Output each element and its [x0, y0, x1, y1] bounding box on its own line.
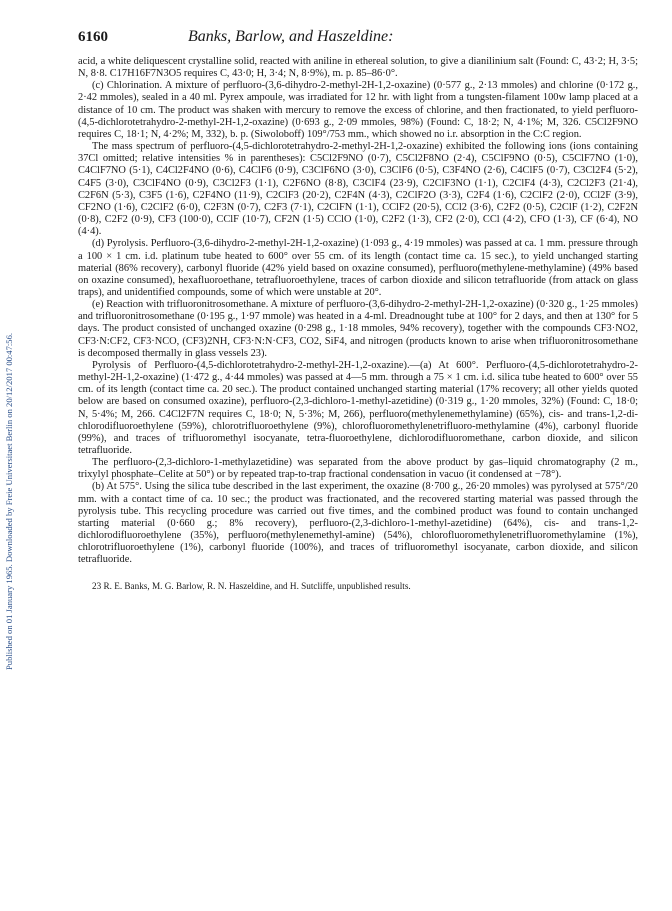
page-header [78, 28, 638, 52]
paragraph-pyrolysis-575: (b) At 575°. Using the silica tube described in the last experiment, the oxazine (8·700 g., 26·20 mmoles) was pyrolysed at 575°/20 mm. with a contact time of ca. 10 sec.; the product was fractionated, and the recovered starting material was passed through the pyrolysis tube. This recycling procedure was carried out five times, and the combined product was found to contain unchanged starting material (0·660 g.; 8% recovery), perfluoro-(2,3-dichloro-1-methyl-azetidine) (64%), cis- and trans-1,2-dichlorodifluoroethylene (35%), perfluoro(methylenemethyl-amine) (54%), chlorofluoromethylenetrifluoromethylamine (1%), chlorotrifluoroethylene (1%), carbonyl fluoride (100%), and traces of trifluoromethyl isocyanate, carbon dioxide, and silicon tetrafluoride. [78, 481, 638, 566]
paragraph-trifluoronitrosomethane: (e) Reaction with trifluoronitrosomethane. A mixture of perfluoro-(3,6-dihydro-2-methyl-2H-1,2-oxazine) (0·320 g., 1·25 mmoles) and trifluoronitrosomethane (0·195 g., 1·97 mmole) was heated in a 4-ml. Dreadnought tube at 100° for 2 days, and then at 130° for 5 days. The product consisted of unchanged oxazine (0·298 g., 1·18 mmoles, 94% recovery), together with the compounds CF3·NO2, CF3·N:CF2, CF3·NCO, (CF3)2NH, CF3·N:N·CF3, CO2, SiF4, and nitrogen (products known to arise when trifluoronitrosomethane is decomposed thermally in glass vessels 23). [78, 299, 638, 359]
paragraph-chlorination: (c) Chlorination. A mixture of perfluoro-(3,6-dihydro-2-methyl-2H-1,2-oxazine) (0·577 g., 2·13 mmoles) and chlorine (0·172 g., 2·42 mmoles), sealed in a 40 ml. Pyrex ampoule, was irradiated for 12 hr. with light from a tungsten-filament 100w lamp placed at a distance of 10 cm. The product was shaken with mercury to remove the excess of chlorine, and then fractionated, to yield perfluoro-(4,5-dichlorotetrahydro-2-methyl-2H-1,2-oxazine) (0·693 g., 2·09 mmoles, 98%) (Found: C, 18·2; N, 4·1%; M, 326. C5Cl2F9NO requires C, 18·1; N, 4·2%; M, 332), b. p. (Siwoloboff) 109°/753 mm., which showed no i.r. absorption in the C:C region. [78, 80, 638, 140]
running-title: Banks, Barlow, and Haszeldine: [188, 28, 394, 45]
footnote: 23 R. E. Banks, M. G. Barlow, R. N. Haszeldine, and H. Sutcliffe, unpublished results. [92, 580, 411, 591]
paragraph-dianilinium-salt: acid, a white deliquescent crystalline solid, reacted with aniline in ethereal solution, to give a dianilinium salt (Found: C, 43·2; H, 3·5; N, 8·8. C17H16F7N3O5 requires C, 43·0; H, 3·4; N, 8·9%), m. p. 85–86·0°. [78, 56, 638, 80]
paragraph-separation: The perfluoro-(2,3-dichloro-1-methylazetidine) was separated from the above product by gas–liquid chromatography (2 m., trixylyl phosphate–Celite at 50°) or by repeated trap-to-trap fractional condensation in vacuo (it condensed at −78°). [78, 457, 638, 481]
paragraph-pyrolysis: (d) Pyrolysis. Perfluoro-(3,6-dihydro-2-methyl-2H-1,2-oxazine) (1·093 g., 4·19 mmoles) was passed at ca. 1 mm. pressure through a 100 × 1 cm. i.d. platinum tube heated to 600° over 55 cm. of its length (contact time ca. 15 sec.), to yield unchanged starting material (86% recovery), carbonyl fluoride (42% yield based on oxazine consumed), perfluoro(methylene-methylamine) (49% based on oxazine consumed), hexafluoroethane, tetrafluoroethylene, traces of carbon dioxide and silicon tetrafluoride (from attack on glass traps), and unidentified compounds, some of which were unstable at 20°. [78, 238, 638, 298]
page [78, 28, 638, 592]
page-number: 6160 [78, 29, 108, 45]
download-notice-sidebar: Published on 01 January 1965. Downloaded by Freie Universitaet Berlin on 20/12/2017 00:47:56. [4, 332, 14, 670]
paragraph-mass-spectrum: The mass spectrum of perfluoro-(4,5-dichlorotetrahydro-2-methyl-2H-1,2-oxazine) exhibited the following ions (ions containing 37Cl omitted; relative intensities % in parentheses): C5Cl2F9NO (0·7), C5Cl2F8NO (2·4), C5ClF9NO (0·5), C5ClF7NO (1·0), C4ClF7NO (5·1), C4Cl2F4NO (0·6), C4ClF6 (0·9), C3ClF6NO (3·0), C3ClF6 (0·5), C3F4NO (2·6), C4ClF5 (0·7), C3Cl2F4 (5·2), C4F5 (3·0), C3ClF4NO (0·9), C3Cl2F3 (1·1), C2F6NO (8·8), C3ClF4 (23·9), C2ClF3NO (1·1), C2ClF4 (4·3), C2Cl2F3 (21·4), C2F6N (5·3), C3F5 (1·6), C2F4NO (11·9), C2ClF3 (20·2), C2F4N (4·3), C2ClF2O (3·3), C2F4 (1·6), C2ClF2 (2·0), CCl2F (3·9), CF2NO (1·6), C2ClF2 (6·0), C2F3N (0·7), C2F3 (7·1), C2ClFN (1·1), CClF2 (20·5), CCl2 (3·6), C2F2 (0·5), C2ClF (1·2), C2F2N (0·8), C2F2 (0·9), CF3 (100·0), CClF (10·7), CF2N (1·5) CClO (1·0), C2F2 (1·3), CF2 (2·0), CCl (4·2), CFO (1·3), CF (6·4), NO (4·4). [78, 141, 638, 238]
paragraph-pyrolysis-600: Pyrolysis of Perfluoro-(4,5-dichlorotetrahydro-2-methyl-2H-1,2-oxazine).—(a) At 600°. Perfluoro-(4,5-dichlorotetrahydro-2-methyl-2H-1,2-oxazine) (1·472 g., 4·44 mmoles) was passed at 4—5 mm. through a 75 × 1 cm. i.d. silica tube heated to 600° over 55 cm. of its length (contact time ca. 20 sec.). The product contained unchanged starting material (17% recovery; all other yields quoted below are based on consumed oxazine), perfluoro-(2,3-dichloro-1-methyl-azetidine) (0·319 g., 1·20 mmoles, 32%) (Found: C, 18·0; N, 5·4%; M, 266. C4Cl2F7N requires C, 18·0; N, 5·3%; M, 266), perfluoro(methylenemethylamine) (65%), cis- and trans-1,2-di-chlorodifluoroethylene (59%), chlorotrifluoroethylene (9%), chlorofluoromethylenetrifluoro-methylamine (4%), carbonyl fluoride (99%), and traces of trifluoromethyl isocyanate, tetra-fluoroethylene, dichlorodifluoromethane, carbon dioxide, and silicon tetrafluoride. [78, 359, 638, 456]
article-body [78, 56, 638, 567]
